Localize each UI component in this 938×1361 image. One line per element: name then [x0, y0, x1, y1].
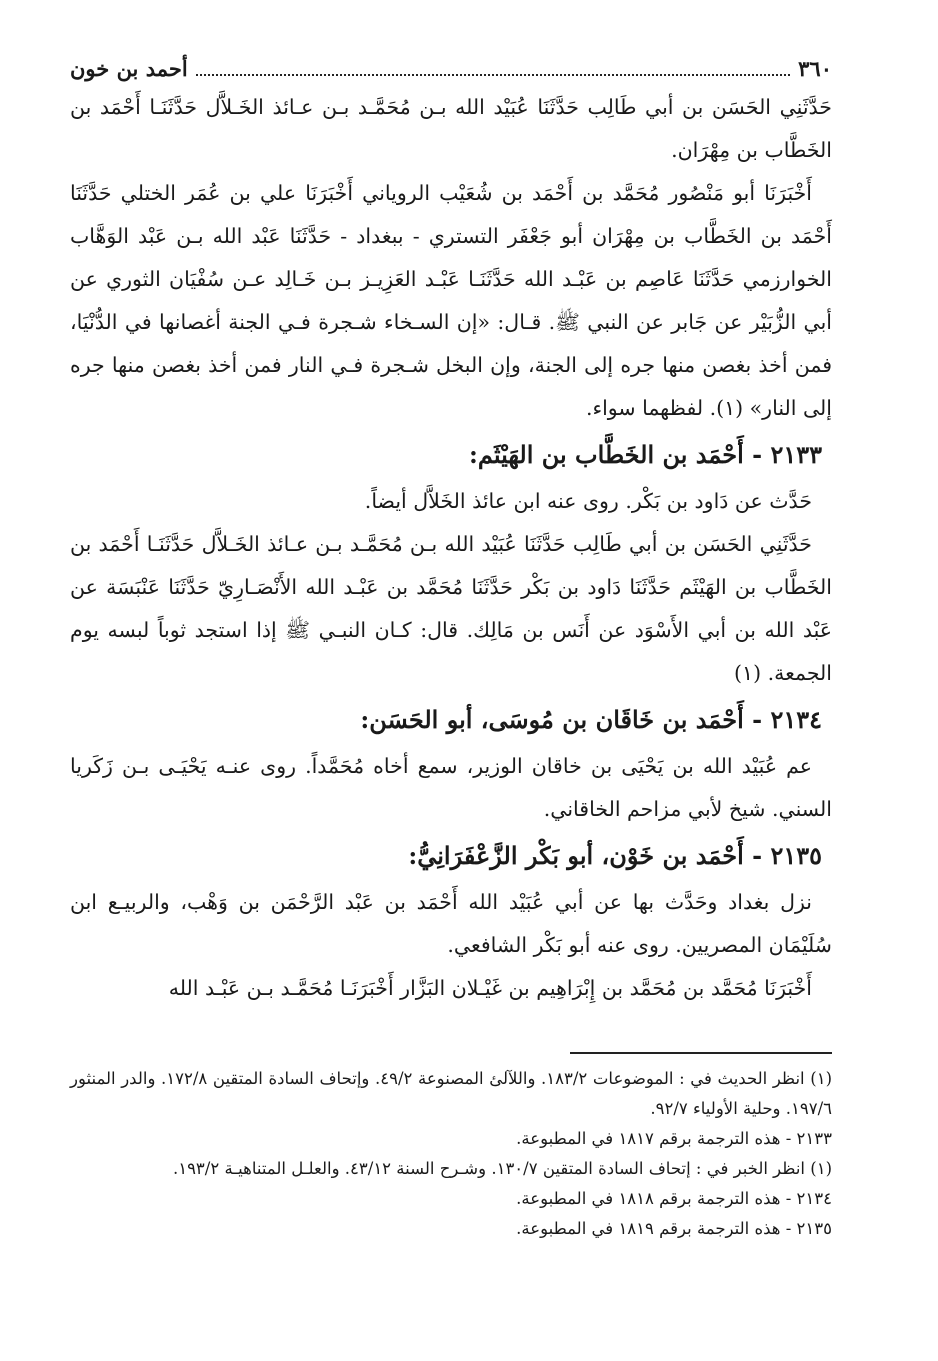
- running-title: أحمد بن خون: [70, 56, 188, 81]
- footnote-2134: ٢١٣٤ - هذه الترجمة برقم ١٨١٨ في المطبوعة.: [516, 1189, 832, 1208]
- paragraph-entry-2134: عم عُبَيْد الله بن يَحْيَى بن خاقان الوزير، سمع أخاه مُحَمَّداً. روى عنـه يَحْيَـى بـن زَكَريا السني. شيخ لأبي مزاحم الخاقاني.: [70, 754, 832, 821]
- footnote-separator: [570, 1052, 832, 1054]
- paragraph-entry-2133-intro: حَدَّث عن دَاود بن بَكْر. روى عنه ابن عائذ الخَلاَّل أيضاً.: [364, 489, 812, 513]
- paragraph-hadith-2: حَدَّثَنِي الحَسَن بن أبي طَالِب حَدَّثَنَا عُبَيْد الله بـن مُحَمَّـد بـن عـائذ الخَـلاَّل حَدَّثَنَـا أَحْمَد بن الخَطَّاب بن الهَيْثَم حَدَّثَنَا دَاود بن بَكْر حَدَّثَنَا مُحَمَّد بن عَبْـد الله الأَنْصَـارِيّ حَدَّثَنَا عَنْبَسَة عن عَبْد الله بن أبي الأَسْوَد عن أَنَس بن مَالِك. قال: كـان النبـي ﷺ إذا استجد ثوباً لبسه يوم الجمعة. (١): [70, 532, 832, 685]
- footnote-2135: ٢١٣٥ - هذه الترجمة برقم ١٨١٩ في المطبوعة.: [516, 1219, 832, 1238]
- entry-heading-2135: ٢١٣٥ - أَحْمَد بن خَوْن، أبو بَكْر الزَّعْفَرَانِيُّ:: [408, 841, 822, 870]
- footnote-2: (١) انظر الخبر في : إتحاف السادة المتقين ١٣٠/٧. وشـرح السنة ٤٣/١٢. والعلـل المتناهيـة ١٩٣/٢.: [172, 1159, 832, 1178]
- leader-dots: [196, 56, 790, 76]
- paragraph-hadith-1: أَخْبَرَنَا أبو مَنْصُور مُحَمَّد بن أَحْمَد بن شُعَيْب الروياني أَخْبَرَنَا علي بن عُمَر الختلي حَدَّثَنَا أَحْمَد بن الخَطَّاب بن مِهْرَان أبو جَعْفَر التستري - ببغداد - حَدَّثَنَا عَبْد الله بـن عَبْد الوَهَّاب الخوارزمي حَدَّثَنَا عَاصِم بن عَبْـد الله حَدَّثَنَـا عَبْـد العَزِيـز بـن خَـالِد عـن سُفْيَان الثوري عن أبي الزُّبَيْر عن جَابر عن النبي ﷺ. قـال: «إن السـخاء شـجرة فـي الجنة أغصانها في الدُّنْيَا، فمن أخذ بغصن منها جره إلى الجنة، وإن البخل شـجرة فـي النار فمن أخذ بغصن منها جره إلى النار» (١). لفظهما سواء.: [70, 181, 832, 420]
- footnote-2133: ٢١٣٣ - هذه الترجمة برقم ١٨١٧ في المطبوعة.: [516, 1129, 832, 1148]
- book-page: [70, 52, 832, 1244]
- entry-heading-2134: ٢١٣٤ - أَحْمَد بن خَاقَان بن مُوسَى، أبو الحَسَن:: [360, 705, 822, 734]
- running-header: [70, 52, 832, 86]
- paragraph-isnad-3: أَخْبَرَنَا مُحَمَّد بن مُحَمَّد بن إِبْرَاهِيم بن غَيْـلان البَزَّار أَخْبَرَنَـا مُحَمَّـد بـن عَبْـد الله: [168, 976, 812, 1000]
- footnote-1: (١) انظر الحديث في : الموضوعات ١٨٣/٢. واللآلئ المصنوعة ٤٩/٢. وإتحاف السادة المتقين ١٧٢/٨. والدر المنثور ١٩٧/٦. وحلية الأولياء ٩٢/٧.: [70, 1069, 832, 1118]
- entry-heading-2133: ٢١٣٣ - أَحْمَد بن الخَطَّاب بن الهَيْثَم:: [469, 440, 822, 469]
- paragraph-isnad-1: حَدَّثَنِي الحَسَن بن أبي طَالِب حَدَّثَنَا عُبَيْد الله بـن مُحَمَّـد بـن عـائذ الخَـلاَّل حَدَّثَنَـا أَحْمَد بن الخَطَّاب بن مِهْرَان.: [70, 95, 832, 162]
- paragraph-entry-2135: نزل بغداد وحَدَّث بها عن أبي عُبَيْد الله أَحْمَد بن عَبْد الرَّحْمَن بن وَهْب، والربيـع ابن سُلَيْمَان المصريين. روى عنه أبو بَكْر الشافعي.: [70, 890, 832, 957]
- page-number: ٣٦٠: [798, 56, 832, 81]
